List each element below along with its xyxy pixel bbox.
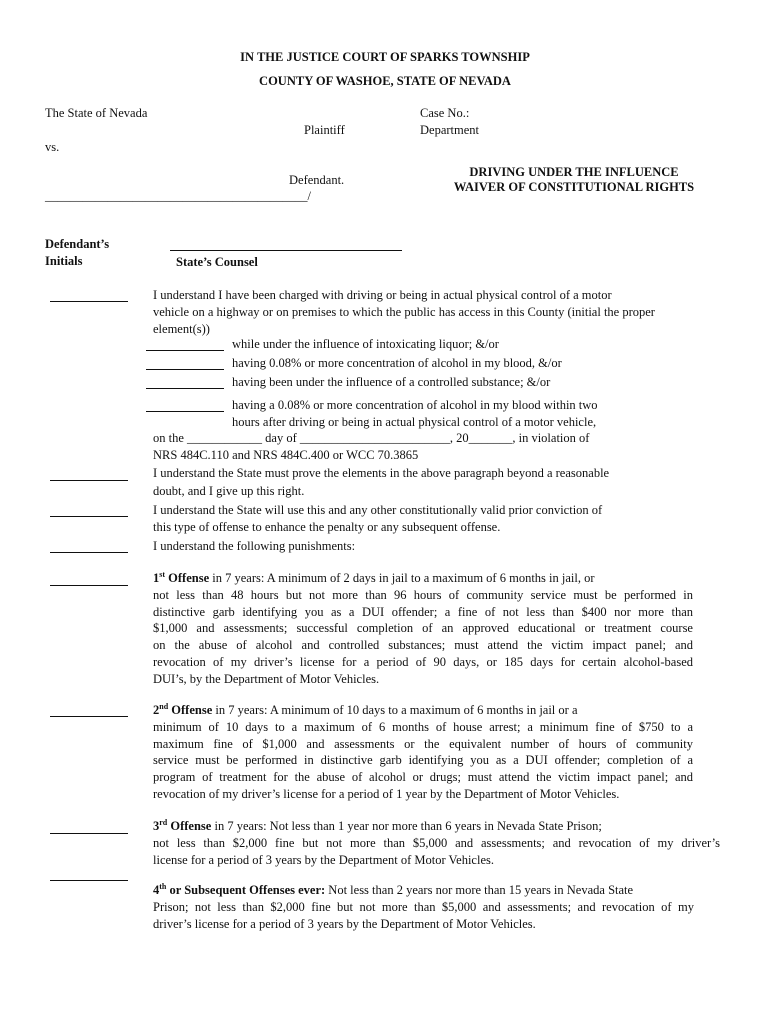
offense4-heading: or Subsequent Offenses ever: (166, 883, 326, 897)
form-title-line1: DRIVING UNDER THE INFLUENCE (469, 165, 679, 179)
initials-header-line2: Initials (45, 254, 83, 268)
court-title: IN THE JUSTICE COURT OF SPARKS TOWNSHIP (240, 50, 530, 64)
element-liquor: while under the influence of intoxicating liquor; &/or (232, 337, 499, 351)
counsel-header: State’s Counsel (176, 255, 258, 269)
prove-line2: doubt, and I give up this right. (153, 484, 305, 498)
counsel-signature-line[interactable] (170, 250, 402, 251)
offense3-paragraph (153, 818, 720, 868)
initials-line-punishments[interactable] (50, 552, 128, 553)
punishments-intro: I understand the following punishments: (153, 539, 356, 553)
element-line-two-hours[interactable] (146, 411, 224, 412)
offense4-line2: Prison; not less than $2,000 fine but not more than $5,000 and assessments; and revocation of my (153, 899, 694, 914)
element-line-liquor[interactable] (146, 350, 224, 351)
offense3-line2: not less than $2,000 fine but not more than $5,000 and assessments; and revocation of my driver’s (153, 835, 720, 850)
offense2-line4: service must be performed in distinctive garb identifying you as a DUI offender; completion of a (153, 753, 693, 768)
initials-line-offense1[interactable] (50, 585, 128, 586)
offense1-line4: $1,000 and assessments; successful completion of an approved educational or treatment course (153, 621, 693, 636)
offense2-paragraph (153, 702, 693, 803)
offense3-line1: in 7 years: Not less than 1 year nor more than 6 years in Nevada State Prison; (211, 819, 602, 833)
offense3-heading: Offense (167, 819, 212, 833)
plaintiff-label: Plaintiff (304, 123, 345, 137)
offense2-suffix: nd (159, 701, 169, 711)
offense4-ordinal: 4 (153, 883, 160, 897)
offense2-ordinal: 2 (153, 703, 160, 717)
defendant-label: Defendant. (289, 173, 345, 187)
versus-label: vs. (45, 140, 60, 154)
initials-line-prior[interactable] (50, 516, 128, 517)
charge-line2: vehicle on a highway or on premises to which the public has access in this County (initial the proper (153, 305, 655, 319)
offense4-suffix: th (159, 881, 167, 891)
initials-line-prove[interactable] (50, 480, 128, 481)
initials-line-offense3[interactable] (50, 833, 128, 834)
offense4-line3: driver’s license for a period of 3 years by the Department of Motor Vehicles. (153, 916, 536, 931)
offense2-heading: Offense (168, 703, 213, 717)
offense2-line1: in 7 years: A minimum of 10 days to a maximum of 6 months in jail or a (212, 703, 578, 717)
offense1-line7: DUI’s, by the Department of Motor Vehicles. (153, 671, 380, 686)
offense1-line2: not less than 48 hours but not more than 96 hours of community service must be performed in (153, 587, 693, 602)
charge-line3: element(s)) (153, 322, 210, 336)
initials-line-offense4[interactable] (50, 880, 128, 881)
offense1-suffix: st (159, 569, 166, 579)
offense2-line5: program of treatment for the abuse of alcohol or drugs; must attend the victim impact panel; and (153, 770, 693, 785)
offense1-line6: revocation of my driver’s license for a period of 90 days, or 185 days for certain alcohol-based (153, 654, 693, 669)
violation-date-line: on the ____________ day of ________________________, 20_______, in violation of (153, 431, 590, 445)
offense2-line3: maximum fine of $1,000 and assessments or the equivalent number of hours of community (153, 736, 693, 751)
offense1-heading: Offense (165, 571, 210, 585)
offense3-ordinal: 3 (153, 819, 160, 833)
offense1-paragraph (153, 570, 693, 688)
offense2-line6: revocation of my driver’s license for a period of 1 year by the Department of Motor Vehicles. (153, 786, 620, 801)
element-two-hours-line2: hours after driving or being in actual physical control of a motor vehicle, (232, 415, 597, 429)
offense4-paragraph (153, 882, 694, 932)
offense1-ordinal: 1 (153, 571, 160, 585)
initials-line-offense2[interactable] (50, 716, 128, 717)
element-line-substance[interactable] (146, 388, 224, 389)
form-title-line2: WAIVER OF CONSTITUTIONAL RIGHTS (453, 180, 695, 194)
defendant-signature-line: __________________________________________/ (45, 189, 311, 203)
prove-line1: I understand the State must prove the elements in the above paragraph beyond a reasonable (153, 466, 610, 480)
offense4-line1: Not less than 2 years nor more than 15 years in Nevada State (325, 883, 634, 897)
charge-line1: I understand I have been charged with driving or being in actual physical control of a motor (153, 288, 612, 302)
element-substance: having been under the influence of a controlled substance; &/or (232, 375, 551, 389)
county-title: COUNTY OF WASHOE, STATE OF NEVADA (259, 74, 511, 88)
state-party: The State of Nevada (45, 106, 148, 120)
initials-line-charge[interactable] (50, 301, 128, 302)
offense2-line2: minimum of 10 days to a maximum of 6 months of house arrest; a minimum fine of $750 to a (153, 719, 693, 734)
statute-reference: NRS 484C.110 and NRS 484C.400 or WCC 70.3865 (153, 448, 419, 462)
prior-line1: I understand the State will use this and any other constitutionally valid prior conviction of (153, 503, 603, 517)
element-blood: having 0.08% or more concentration of alcohol in my blood, &/or (232, 356, 562, 370)
department-label: Department (420, 123, 480, 137)
element-two-hours-line1: having a 0.08% or more concentration of alcohol in my blood within two (232, 398, 598, 412)
initials-header-line1: Defendant’s (45, 237, 110, 251)
case-number-label: Case No.: (420, 106, 470, 120)
offense1-line1: in 7 years: A minimum of 2 days in jail to a maximum of 6 months in jail, or (209, 571, 595, 585)
offense3-suffix: rd (159, 817, 168, 827)
offense1-line5: on the abuse of alcohol and controlled substances; must attend the victim impact panel; and (153, 638, 693, 653)
offense3-line3: license for a period of 3 years by the Department of Motor Vehicles. (153, 852, 494, 867)
element-line-blood[interactable] (146, 369, 224, 370)
offense1-line3: distinctive garb identifying you as a DUI offender; a fine of not less than $400 nor more than (153, 604, 693, 619)
prior-line2: this type of offense to enhance the penalty or any subsequent offense. (153, 520, 501, 534)
